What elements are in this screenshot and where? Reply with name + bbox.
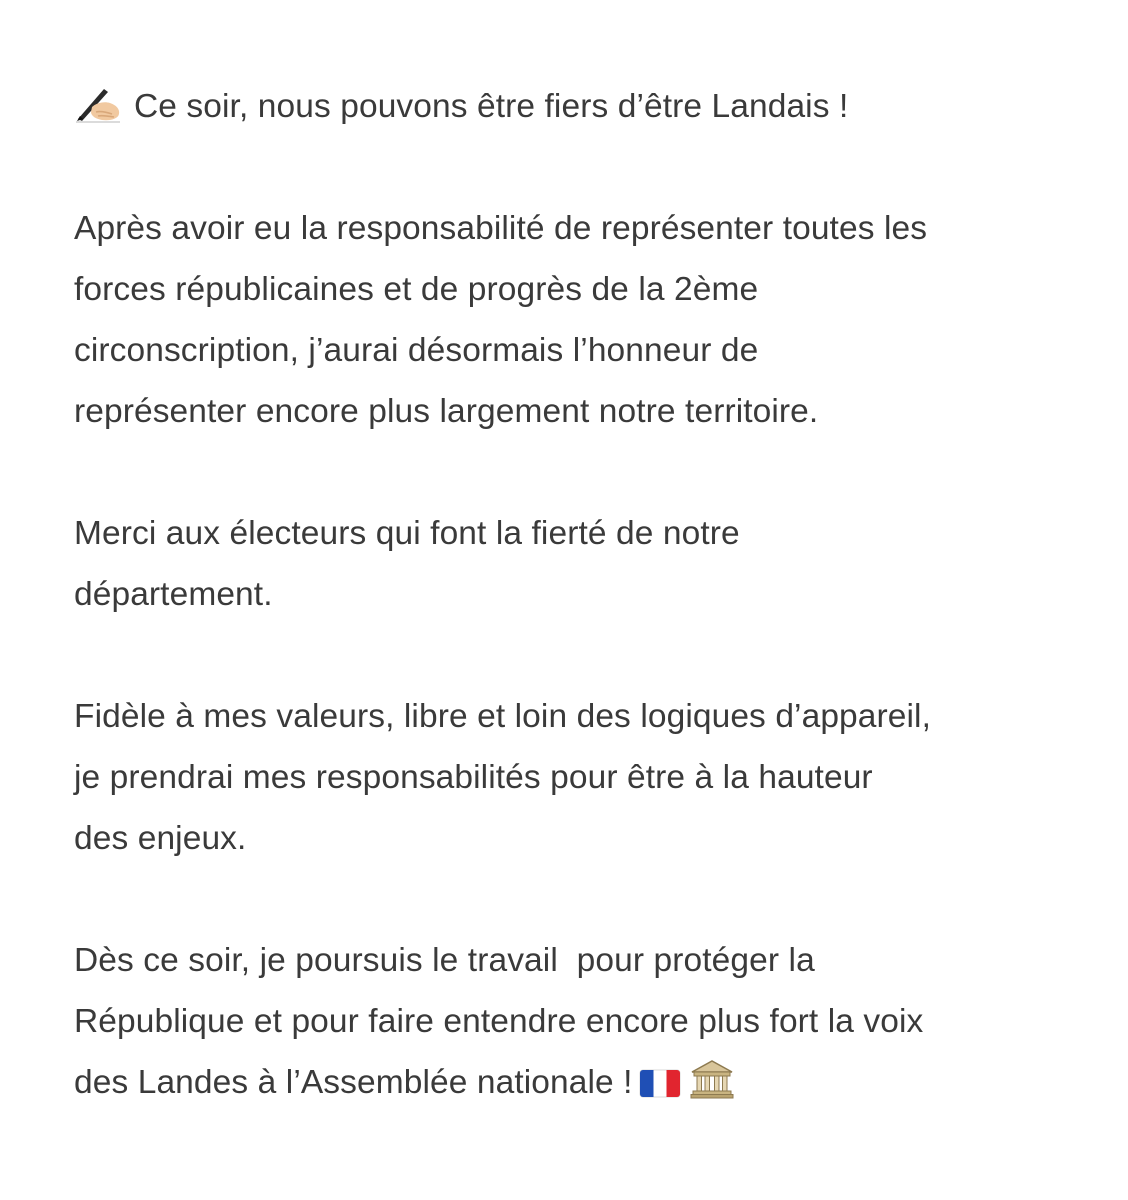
note-line: Fidèle à mes valeurs, libre et loin des logiques d’appareil,	[74, 698, 931, 735]
closing-last-text: des Landes à l’Assemblée nationale !	[74, 1064, 633, 1101]
note-line: circonscription, j’aurai désormais l’honneur de	[74, 332, 759, 369]
note-line: représenter encore plus largement notre territoire.	[74, 393, 819, 430]
paragraph-representation	[74, 198, 1084, 442]
paragraph-values	[74, 686, 1084, 869]
paragraph-intro	[74, 76, 1084, 137]
note-line	[74, 76, 1084, 137]
note-line: Merci aux électeurs qui font la fierté de notre	[74, 515, 740, 552]
note-line: je prendrai mes responsabilités pour être à la hauteur	[74, 759, 873, 796]
paragraph-thanks	[74, 503, 1084, 625]
classical-building-icon	[689, 1059, 735, 1099]
note-line: Après avoir eu la responsabilité de représenter toutes les	[74, 210, 928, 247]
paragraph-closing	[74, 930, 1084, 1113]
note-line: département.	[74, 576, 273, 613]
note-line: des enjeux.	[74, 820, 247, 857]
writing-hand-icon	[74, 83, 122, 123]
note-line	[74, 1052, 1084, 1113]
note-line: Dès ce soir, je poursuis le travail pour protéger la	[74, 942, 815, 979]
note-line: forces républicaines et de progrès de la 2ème	[74, 271, 759, 308]
note-line: République et pour faire entendre encore plus fort la voix	[74, 1003, 924, 1040]
french-flag-icon	[639, 1067, 681, 1099]
intro-text: Ce soir, nous pouvons être fiers d’être Landais !	[134, 88, 849, 125]
note-body	[74, 76, 1084, 1113]
